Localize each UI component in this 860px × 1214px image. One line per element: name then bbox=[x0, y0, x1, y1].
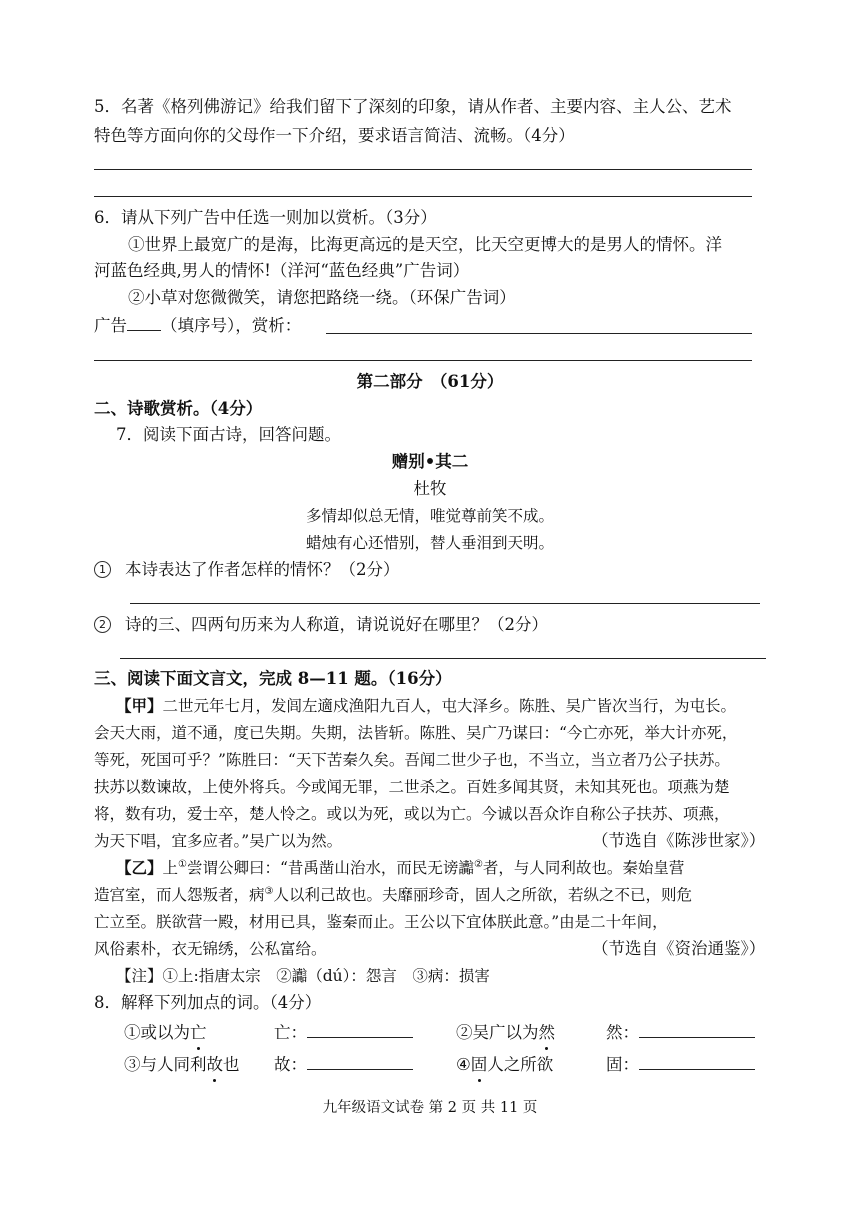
footnote-mark: ② bbox=[473, 858, 483, 870]
q8-item bbox=[456, 1022, 555, 1044]
jia-text: 二世元年七月，发闾左適戍渔阳九百人，屯大泽乡。陈胜、吴广皆次当行，为屯长。 bbox=[162, 697, 737, 715]
q6-ad2: ②小草对您微微笑，请您把路绕一绕。（环保广告词） bbox=[128, 288, 516, 307]
circled-number: 1 bbox=[94, 561, 111, 578]
dotted-word: 故 bbox=[206, 1055, 223, 1074]
answer-line[interactable] bbox=[130, 603, 760, 604]
poem-line: 蜡烛有心还惜别，替人垂泪到天明。 bbox=[305, 534, 554, 552]
q8-item-text: ③与人同利 bbox=[124, 1055, 207, 1074]
notes: 【注】①上:指唐太宗 ②讟（dú）：怨言 ③病：损害 bbox=[116, 967, 490, 985]
q8-item-text: 也 bbox=[223, 1055, 240, 1074]
yi-line bbox=[94, 884, 692, 906]
q7-sub1 bbox=[94, 559, 400, 581]
answer-line bbox=[94, 360, 752, 361]
q8-answer bbox=[606, 1054, 755, 1076]
q8-blank[interactable] bbox=[639, 1069, 755, 1070]
poem-line: 多情却似总无情，唯觉尊前笑不成。 bbox=[305, 507, 554, 525]
yi-text: 尝谓公卿曰：“昔禹凿山治水，而民无谤讟 bbox=[187, 859, 474, 877]
q6-title: 6．请从下列广告中任选一则加以赏析。（3分） bbox=[94, 208, 437, 227]
q6-answer-mid: （填序号），赏析： bbox=[161, 316, 302, 335]
q8-label: 故： bbox=[274, 1055, 307, 1074]
q8-item bbox=[124, 1054, 240, 1076]
jia-line: 将，数有功，爱士卒，楚人怜之。或以为死，或以为亡。今诚以吾众诈自称公子扶苏、项燕， bbox=[94, 805, 730, 823]
yi-text: 上 bbox=[162, 859, 179, 877]
sec2-heading: 二、诗歌赏析。（4分） bbox=[94, 399, 263, 418]
answer-line bbox=[94, 196, 752, 197]
q8-item-text: 人之所欲 bbox=[487, 1055, 554, 1074]
yi-source: （节选自《资治通鉴》） bbox=[592, 939, 766, 958]
q8-label: 固： bbox=[606, 1055, 639, 1074]
poem-author: 杜牧 bbox=[413, 479, 447, 498]
q5-line1: 5．名著《格列佛游记》给我们留下了深刻的印象，请从作者、主要内容、主人公、艺术 bbox=[94, 97, 732, 116]
yi-line: 风俗素朴，衣无锦绣，公私富给。 bbox=[94, 940, 327, 958]
q8-answer bbox=[274, 1054, 413, 1076]
q5-line2: 特色等方面向你的父母作一下介绍，要求语言简洁、流畅。（4分） bbox=[94, 126, 575, 145]
q8-item-text: ④ bbox=[456, 1055, 471, 1074]
yi-label: 【乙】 bbox=[116, 858, 163, 877]
circled-number: 2 bbox=[94, 616, 111, 633]
q8-label: 然： bbox=[606, 1023, 639, 1042]
q8-item-text: ②吴广以为 bbox=[456, 1023, 539, 1042]
footnote-mark: ③ bbox=[264, 885, 274, 897]
q6-ad1-line2: 河蓝色经典,男人的情怀!（洋河“蓝色经典”广告词） bbox=[94, 261, 470, 280]
yi-line bbox=[116, 857, 684, 879]
page-footer: 九年级语文试卷 第 2 页 共 11 页 bbox=[322, 1100, 538, 1116]
q6-answer-row bbox=[94, 315, 301, 337]
q7-sub1-text: 本诗表达了作者怎样的情怀？（2分） bbox=[125, 560, 400, 579]
jia-line bbox=[116, 695, 736, 717]
jia-line: 扶苏以数谏故，上使外将兵。今或闻无罪，二世杀之。百姓多闻其贤，未知其死也。项燕为楚 bbox=[94, 778, 730, 796]
dotted-word: 亡 bbox=[190, 1023, 207, 1042]
q8-title: 8．解释下列加点的词。（4分） bbox=[94, 993, 322, 1012]
jia-line: 会天大雨，道不通，度已失期。失期，法皆斩。陈胜、吴广乃谋曰：“今亡亦死，举大计亦死， bbox=[94, 724, 738, 742]
yi-text: 造宫室，而人怨叛者，病 bbox=[94, 886, 265, 904]
ad-number-blank[interactable] bbox=[127, 330, 161, 331]
q7-sub2 bbox=[94, 614, 548, 636]
q7-sub2-text: 诗的三、四两句历来为人称道，请说说好在哪里？（2分） bbox=[125, 615, 548, 634]
dotted-word: 固 bbox=[470, 1055, 488, 1074]
q8-answer bbox=[274, 1022, 413, 1044]
poem-title: 赠别•其二 bbox=[391, 452, 469, 471]
analysis-blank[interactable] bbox=[326, 333, 752, 334]
jia-label: 【甲】 bbox=[116, 696, 163, 715]
q6-ad1-line1: ①世界上最宽广的是海，比海更高远的是天空，比天空更博大的是男人的情怀。洋 bbox=[128, 235, 722, 254]
q7-intro: 7．阅读下面古诗，回答问题。 bbox=[116, 425, 341, 444]
sec3-heading: 三、阅读下面文言文，完成 8—11 题。（16分） bbox=[94, 669, 452, 688]
q8-blank[interactable] bbox=[307, 1037, 413, 1038]
q6-answer-prefix: 广告 bbox=[94, 316, 127, 335]
q8-answer bbox=[606, 1022, 755, 1044]
q8-blank[interactable] bbox=[639, 1037, 755, 1038]
q8-label: 亡： bbox=[274, 1023, 307, 1042]
jia-line: 为天下唱，宜多应者。”吴广以为然。 bbox=[94, 832, 343, 850]
q8-item bbox=[124, 1022, 207, 1044]
q8-item-text: ①或以为 bbox=[124, 1023, 190, 1042]
q8-item bbox=[456, 1054, 553, 1076]
jia-source: （节选自《陈涉世家》） bbox=[592, 831, 766, 850]
dotted-word: 然 bbox=[538, 1023, 555, 1042]
yi-text: 人以利己故也。夫靡丽珍奇，固人之所欲，若纵之不已，则危 bbox=[273, 886, 692, 904]
yi-text: 者，与人同利故也。秦始皇营 bbox=[482, 859, 685, 877]
q8-blank[interactable] bbox=[307, 1069, 413, 1070]
footnote-mark: ① bbox=[178, 858, 187, 870]
part2-title: 第二部分 （61分） bbox=[356, 372, 504, 391]
answer-line bbox=[94, 169, 752, 170]
answer-line[interactable] bbox=[120, 658, 766, 659]
jia-line: 等死，死国可乎？”陈胜曰：“天下苦秦久矣。吾闻二世少子也，不当立，当立者乃公子扶苏。 bbox=[94, 751, 730, 769]
yi-line: 亡立至。朕欲营一殿，材用已具，鉴秦而止。王公以下宜体朕此意。”由是二十年间， bbox=[94, 913, 668, 931]
